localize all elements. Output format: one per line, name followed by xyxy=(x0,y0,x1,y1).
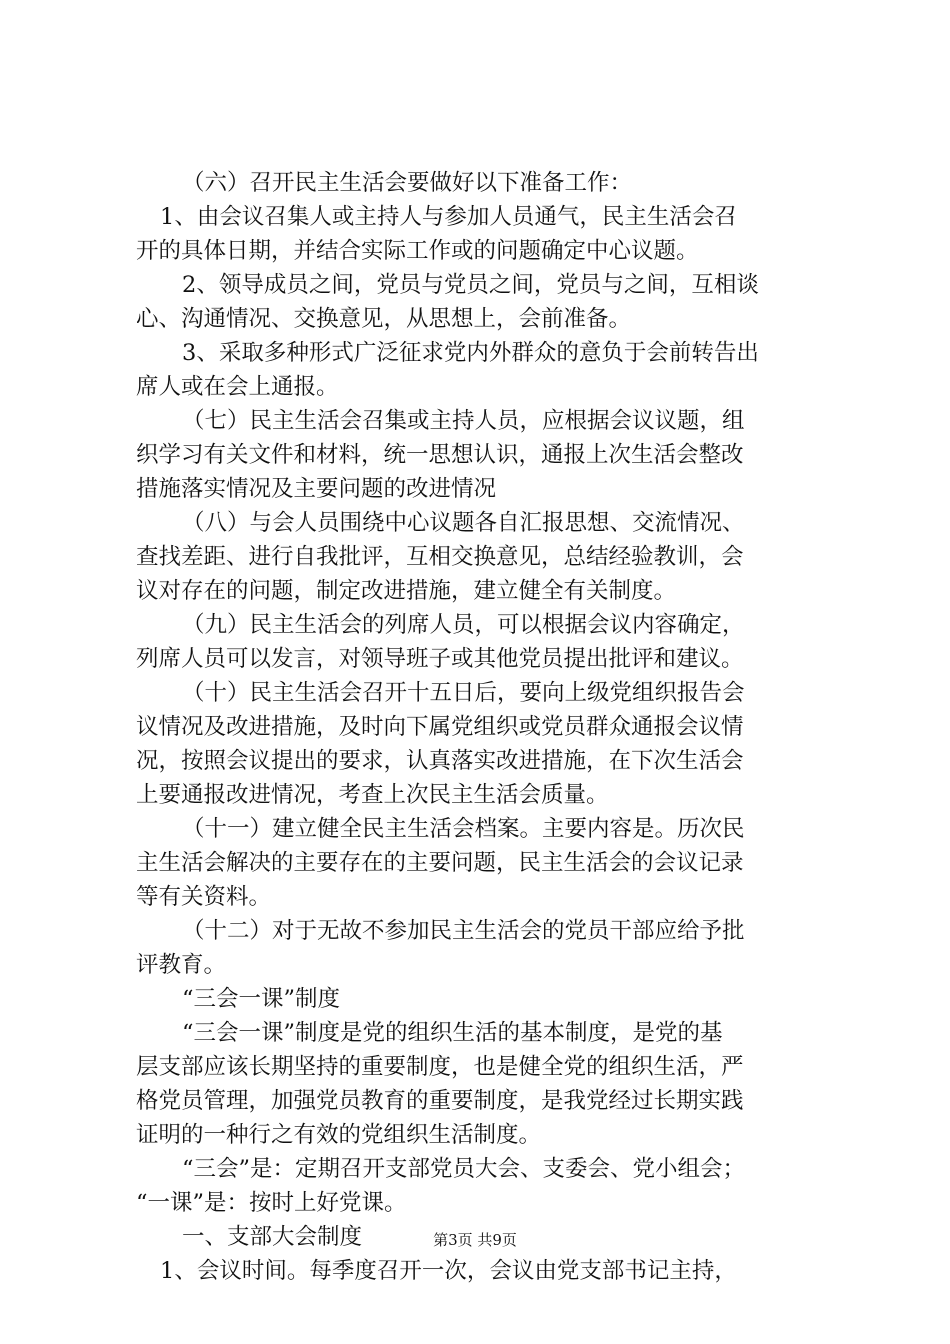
paragraph-line: 等有关资料。 xyxy=(136,884,272,910)
paragraph-line: 2、领导成员之间，党员与党员之间，党员与之间，互相谈 xyxy=(182,272,759,298)
paragraph-line: 格党员管理，加强党员教育的重要制度，是我党经过长期实践 xyxy=(136,1088,744,1114)
section-heading: 一、支部大会制度 xyxy=(182,1224,363,1250)
paragraph-line: 主生活会解决的主要存在的主要问题，民主生活会的会议记录 xyxy=(136,850,744,876)
section-heading: “三会一课”制度 xyxy=(182,986,341,1012)
paragraph-line: 议对存在的问题，制定改进措施，建立健全有关制度。 xyxy=(136,578,677,604)
paragraph-line: 席人或在会上通报。 xyxy=(136,374,339,400)
paragraph-line: 列席人员可以发言，对领导班子或其他党员提出批评和建议。 xyxy=(136,646,744,672)
paragraph-line: 措施落实情况及主要问题的改进情况 xyxy=(136,476,497,502)
paragraph-line: （七）民主生活会召集或主持人员，应根据会议议题，组 xyxy=(182,408,745,434)
paragraph-line: （八）与会人员围绕中心议题各自汇报思想、交流情况、 xyxy=(182,510,745,536)
page-number-footer: 第3页 共9页 xyxy=(433,1231,517,1249)
paragraph-line: 1、由会议召集人或主持人与参加人员通气，民主生活会召 xyxy=(160,204,737,230)
paragraph-line: 3、采取多种形式广泛征求党内外群众的意负于会前转告出 xyxy=(182,340,759,366)
paragraph-line: 开的具体日期，并结合实际工作或的问题确定中心议题。 xyxy=(136,238,699,264)
paragraph-line: 心、沟通情况、交换意见，从思想上，会前准备。 xyxy=(136,306,632,332)
paragraph-line: 织学习有关文件和材料，统一思想认识，通报上次生活会整改 xyxy=(136,442,744,468)
paragraph-line: 况，按照会议提出的要求，认真落实改进措施，在下次生活会 xyxy=(136,748,744,774)
paragraph-line: 查找差距、进行自我批评，互相交换意见，总结经验教训，会 xyxy=(136,544,744,570)
paragraph-line: （九）民主生活会的列席人员，可以根据会议内容确定， xyxy=(182,612,745,638)
paragraph-line: （六）召开民主生活会要做好以下准备工作： xyxy=(182,170,633,196)
paragraph-line: “一课”是：按时上好党课。 xyxy=(136,1190,407,1216)
paragraph-line: 证明的一种行之有效的党组织生活制度。 xyxy=(136,1122,542,1148)
paragraph-line: “三会”是：定期召开支部党员大会、支委会、党小组会； xyxy=(182,1156,746,1182)
paragraph-line: 议情况及改进措施，及时向下属党组织或党员群众通报会议情 xyxy=(136,714,744,740)
paragraph-line: （十）民主生活会召开十五日后，要向上级党组织报告会 xyxy=(182,680,745,706)
paragraph-line: 1、会议时间。每季度召开一次，会议由党支部书记主持， xyxy=(160,1258,737,1284)
paragraph-line: 评教育。 xyxy=(136,952,227,978)
document-body xyxy=(136,166,836,1288)
paragraph-line: “三会一课”制度是党的组织生活的基本制度，是党的基 xyxy=(182,1020,723,1046)
paragraph-line: （十一）建立健全民主生活会档案。主要内容是。历次民 xyxy=(182,816,745,842)
paragraph-line: （十二）对于无故不参加民主生活会的党员干部应给予批 xyxy=(182,918,745,944)
paragraph-line: 层支部应该长期坚持的重要制度，也是健全党的组织生活，严 xyxy=(136,1054,744,1080)
paragraph-line: 上要通报改进情况，考查上次民主生活会质量。 xyxy=(136,782,609,808)
